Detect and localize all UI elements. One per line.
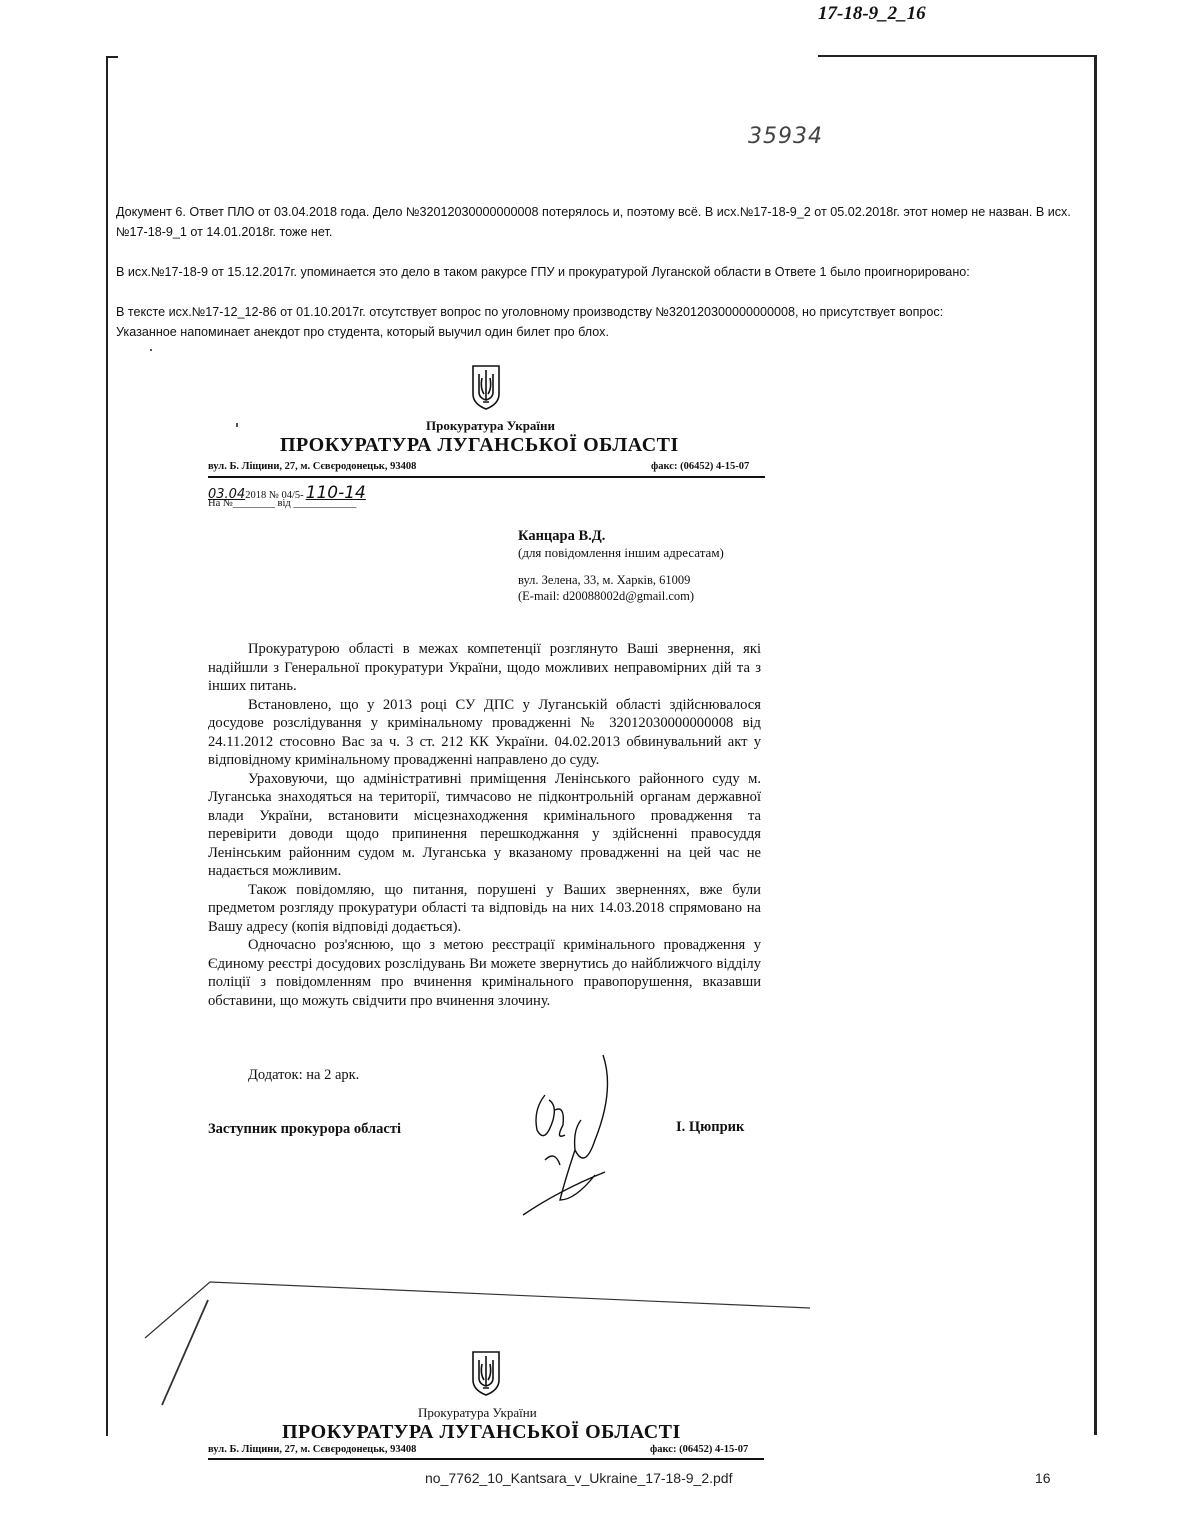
note-paragraph-4: Указанное напоминает анекдот про студента, который выучил один билет про блох. [116,325,609,339]
body-paragraph: Ураховуючи, що адміністративні приміщення Ленінського районного суду м. Луганська знаходяться на території, тимчасово не підконтрольній органам державної влади України, встановити місцезнаходження кримінального провадження та перевірити доводи щодо припинення перешкоджання у здійсненні правосуддя Ленінським районним судом м. Луганська у вказаному провадженні на цей час не надається можливим. [208,770,761,879]
body-paragraph: Встановлено, що у 2013 році СУ ДПС у Луганській області здійснювалося досудове розслідування у кримінальному провадженні № 32012030000000008 від 24.11.2012 стосовно Вас за ч. 3 ст. 212 КК України. 04.02.2013 обвинувальний акт у відповідному кримінальному провадженні направлено до суду. [208,696,761,768]
letterhead-2-title: ПРОКУРАТУРА ЛУГАНСЬКОЇ ОБЛАСТІ [282,1421,681,1443]
recipient-name: Канцара В.Д. [518,528,606,544]
frame-top-border [818,55,1096,57]
recipient-address: вул. Зелена, 33, м. Харків, 61009 [518,573,691,587]
footer-page-number: 16 [1035,1470,1051,1486]
handwritten-signature [515,1050,625,1220]
letterhead-2-rule [208,1458,764,1460]
registration-number-handwritten: 110-14 [305,483,366,503]
scan-speck [150,349,152,351]
letterhead-title: ПРОКУРАТУРА ЛУГАНСЬКОЇ ОБЛАСТІ [280,434,679,456]
letter-body [208,640,761,1010]
letterhead-fax: факс: (06452) 4-15-07 [651,461,750,472]
page-code: 17-18-9_2_16 [818,3,926,24]
handwritten-incoming-number: 35934 [748,124,823,149]
footer-filename: no_7762_10_Kantsara_v_Ukraine_17-18-9_2.pdf [425,1470,733,1486]
scan-speck [236,423,238,427]
body-paragraph: Одночасно роз'яснюю, що з метою реєстрації кримінального провадження у Єдиному реєстрі досудових розслідувань Ви можете звернутись до найближчого відділу поліції з повідомленням про вчинення кримінального правопорушення, вказавши обставини, що можуть свідчити про вчинення злочину. [208,937,761,1009]
coat-of-arms-trident-icon [471,1350,501,1396]
registration-reference: На №________ від ____________ [208,498,357,509]
frame-left-border-lower [106,1136,108,1436]
letterhead-2-address: вул. Б. Ліщини, 27, м. Сєвєродонецьк, 93408 [208,1444,417,1455]
letterhead-2-subtitle: Прокуратура України [418,1405,537,1420]
note-paragraph-3: В тексте исх.№17-12_12-86 от 01.10.2017г. отсутствует вопрос по уголовному производству №320120300000000008, но присутствует вопрос: [116,305,944,319]
signatory-name: І. Цюприк [676,1119,745,1135]
recipient-email: (E-mail: d20088002d@gmail.com) [518,589,695,603]
signatory-title: Заступник прокурора області [208,1121,401,1137]
letterhead-subtitle: Прокуратура України [426,418,556,433]
attachment-note: Додаток: на 2 арк. [248,1067,360,1083]
registration-number-printed: 2018 № 04/5- [245,490,304,501]
coat-of-arms-trident-icon [471,364,501,410]
body-paragraph: Прокуратурою області в межах компетенції розглянуто Ваші звернення, які надійшли з Генеральної прокуратури України, щодо можливих неправомірних дій та з інших питань. [208,641,761,694]
frame-right-border [1094,55,1097,1435]
recipient-note: (для повідомлення іншим адресатам) [518,545,724,560]
note-paragraph-2: В исх.№17-18-9 от 15.12.2017г. упоминается это дело в таком ракурсе ГПУ и прокуратурой Луганской области в Ответе 1 было проигнорировано: [116,265,970,279]
letterhead-2-fax: факс: (06452) 4-15-07 [650,1444,749,1455]
letterhead-rule [208,476,765,478]
body-paragraph: Також повідомляю, що питання, порушені у Ваших зверненнях, вже були предметом розгляду прокуратури області та відповідь на них 14.03.2018 спрямовано на Вашу адресу (копія відповіді додається). [208,881,761,935]
frame-left-border [106,56,108,1136]
registration-date-handwritten: 03.04 [208,487,246,502]
letterhead-address: вул. Б. Ліщини, 27, м. Сєвєродонецьк, 93408 [208,461,417,472]
note-paragraph-1: Документ 6. Ответ ПЛО от 03.04.2018 года. Дело №32012030000000008 потерялось и, поэтому всё. В исх.№17-18-9_2 от 05.02.2018г. этот номер не назван. В исх.№17-18-9_1 от 14.01.2018г. тоже нет. [116,205,1071,239]
